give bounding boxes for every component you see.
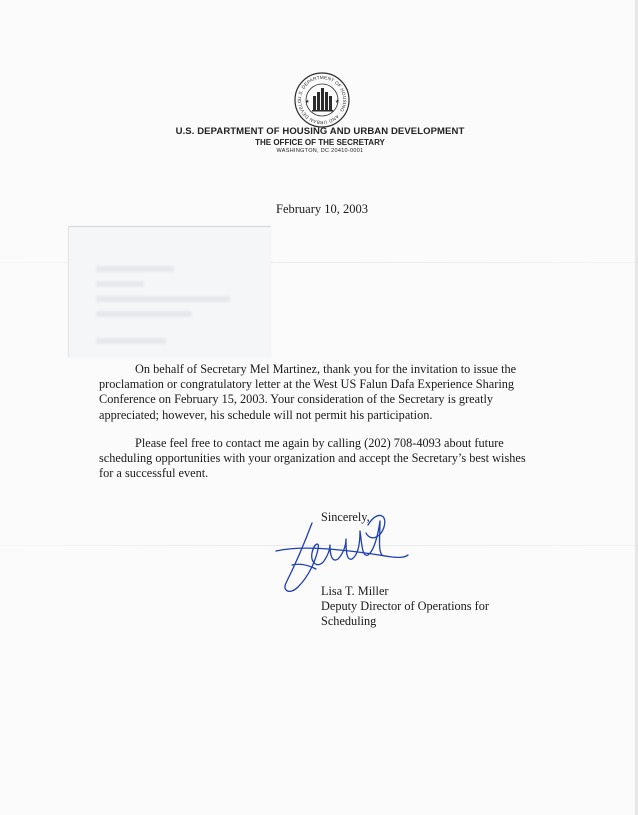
body-paragraph-2: Please feel free to contact me again by calling (202) 708-4093 about future scheduling opportunities with your organization and accept the Secretary’s best wishes for a successful event. [99, 436, 526, 481]
redacted-line [96, 338, 166, 344]
signer-title: Scheduling [321, 614, 377, 628]
office-address: WASHINGTON, DC 20410-0001 [276, 148, 364, 154]
signer-title: Deputy Director of Operations for [321, 599, 490, 613]
redacted-line [96, 311, 192, 317]
letter-date: February 10, 2003 [276, 202, 368, 216]
hud-seal-icon [294, 72, 350, 128]
redacted-line [96, 281, 144, 287]
department-name: U.S. DEPARTMENT OF HOUSING AND URBAN DEVELOPMENT [175, 126, 465, 137]
svg-text:★: ★ [335, 99, 340, 105]
signer-name: Lisa T. Miller [321, 584, 389, 598]
svg-text:★: ★ [305, 99, 310, 105]
office-name: THE OFFICE OF THE SECRETARY [255, 138, 385, 147]
closing: Sincerely, [321, 510, 370, 524]
seal-text: U.S. DEPARTMENT OF HOUSING · AND URBAN DEVELO [296, 74, 348, 126]
redacted-line [96, 296, 230, 302]
body-paragraph-1: On behalf of Secretary Mel Martinez, thank you for the invitation to issue the proclamation or congratulatory letter at the West US Falun Dafa Experience Sharing Conference on February 15, 2003. Your consideration of the Secretary is greatly appreciated; however, his schedule will not permit his participation. [99, 362, 517, 422]
redacted-line [96, 266, 174, 272]
